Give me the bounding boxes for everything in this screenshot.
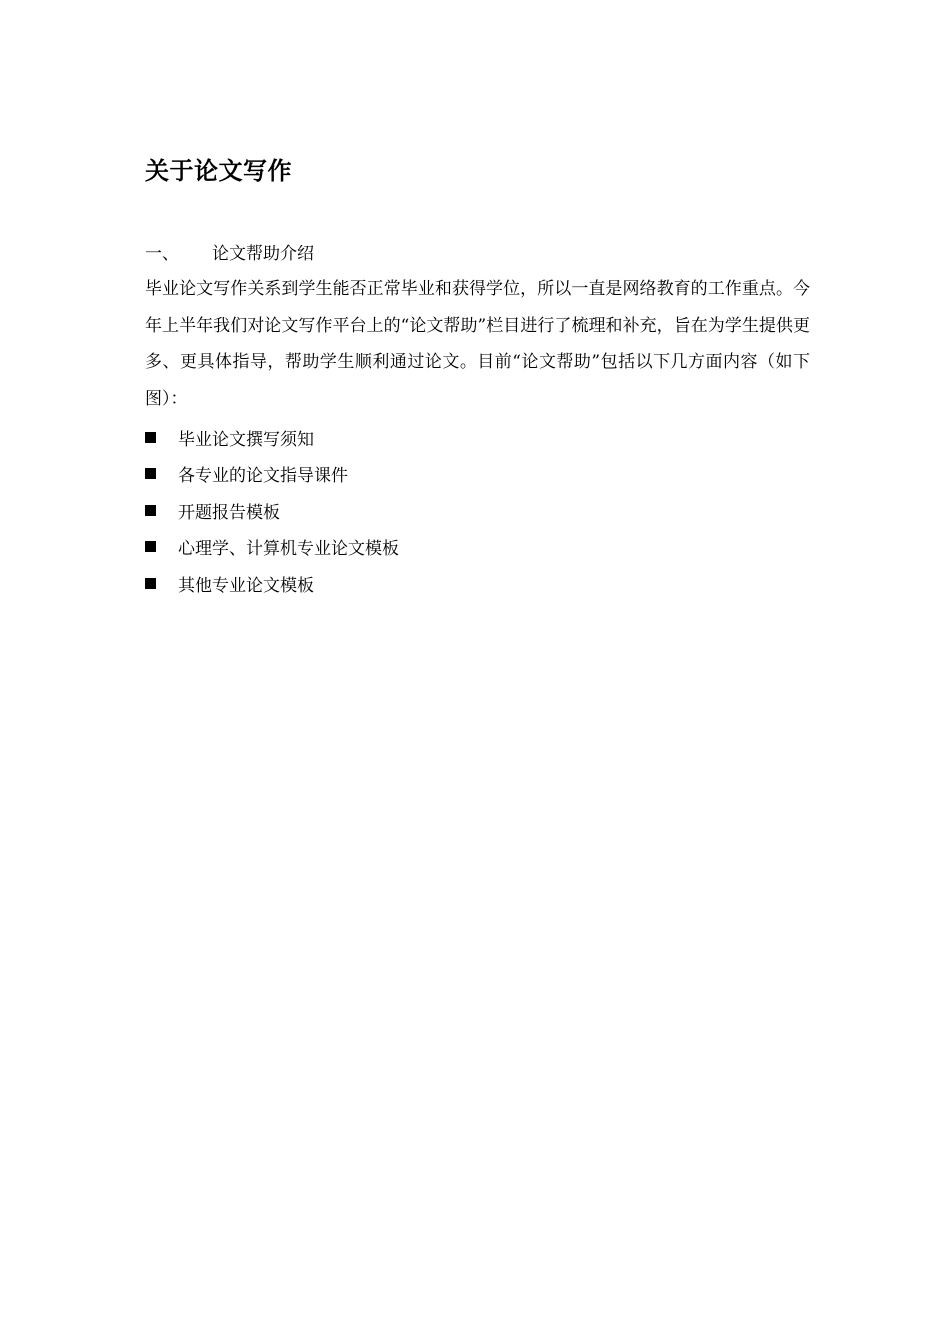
bullet-item-text: 心理学、计算机专业论文模板 <box>178 539 399 560</box>
document-title: 关于论文写作 <box>145 157 292 185</box>
bullet-item <box>145 492 399 529</box>
bullet-item <box>145 456 399 493</box>
section-heading-text: 论文帮助介绍 <box>212 244 314 264</box>
square-bullet-icon <box>145 541 156 552</box>
section-heading <box>145 240 314 268</box>
bullet-item-text: 开题报告模板 <box>178 502 280 523</box>
content-bullet-list <box>145 419 399 602</box>
bullet-item <box>145 419 399 456</box>
intro-paragraph: 毕业论文写作关系到学生能否正常毕业和获得学位，所以一直是网络教育的工作重点。今年上半年我们对论文写作平台上的“论文帮助”栏目进行了梳理和补充，旨在为学生提供更多、更具体指导，帮助学生顺利通过论文。目前“论文帮助”包括以下几方面内容（如下图）： <box>145 279 810 409</box>
square-bullet-icon <box>145 432 156 443</box>
bullet-item <box>145 529 399 566</box>
bullet-item <box>145 565 399 602</box>
square-bullet-icon <box>145 468 156 479</box>
square-bullet-icon <box>145 578 156 589</box>
square-bullet-icon <box>145 505 156 516</box>
bullet-item-text: 各专业的论文指导课件 <box>178 466 348 487</box>
bullet-item-text: 毕业论文撰写须知 <box>178 429 314 450</box>
section-number: 一、 <box>145 244 179 264</box>
bullet-item-text: 其他专业论文模板 <box>178 575 314 596</box>
